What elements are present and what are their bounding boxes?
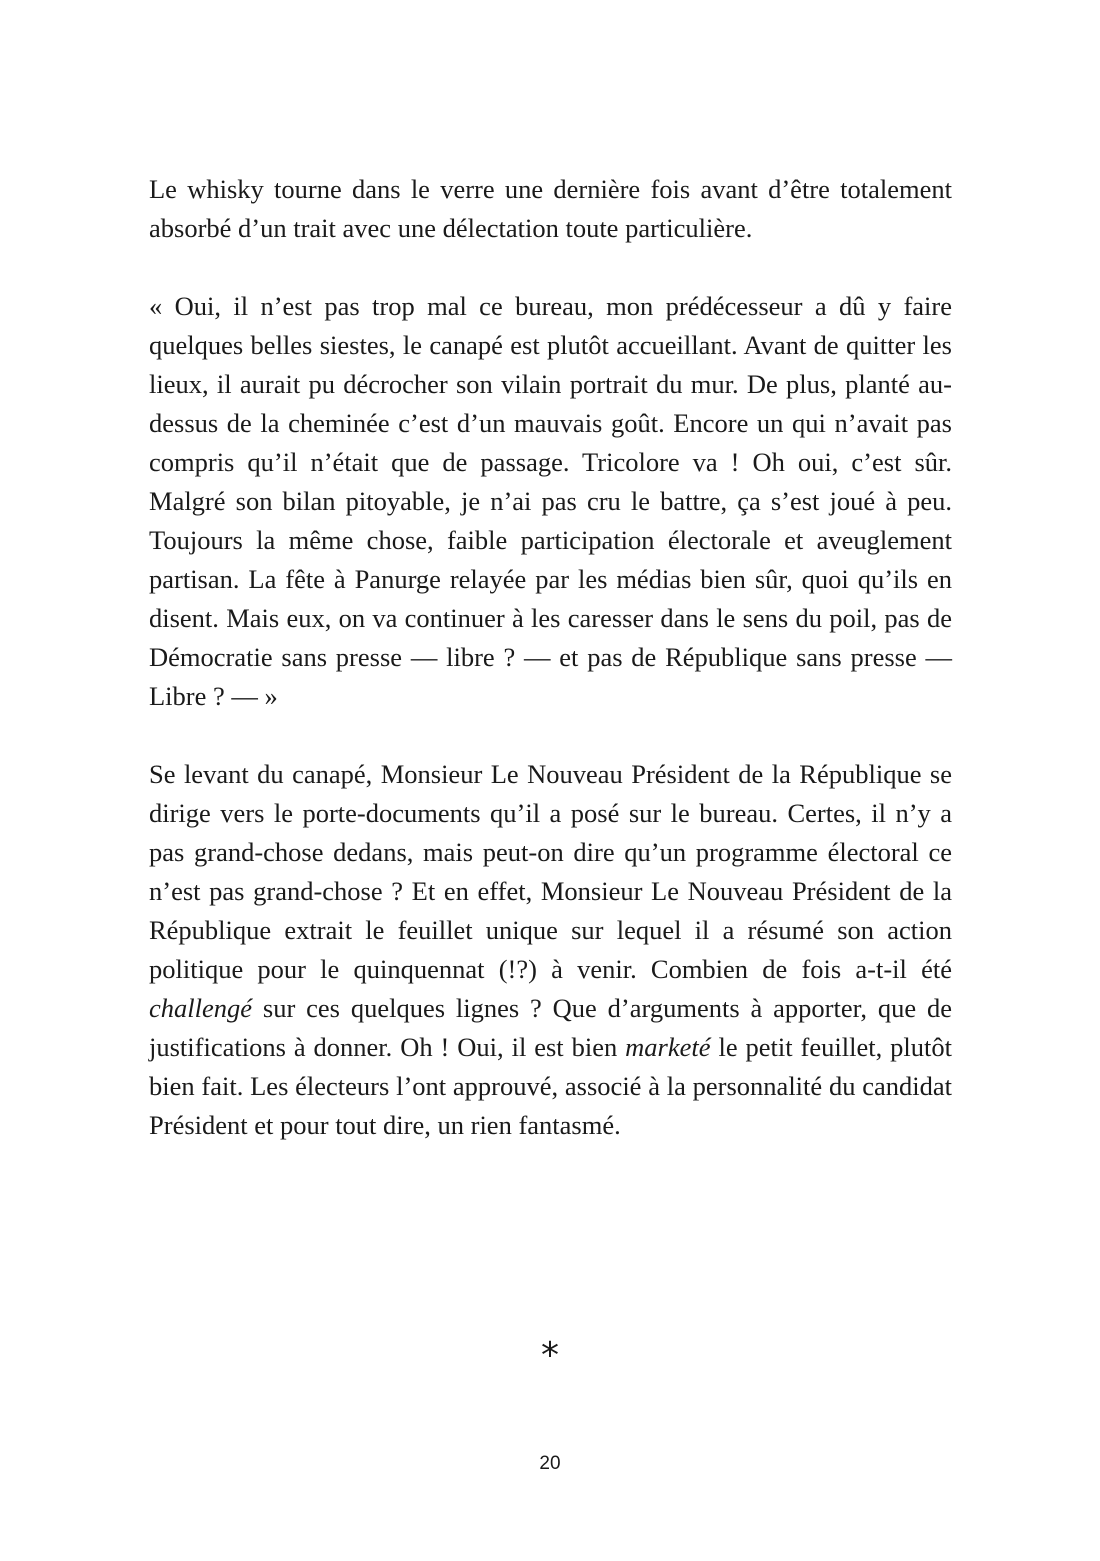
paragraph-2-text: « Oui, il n’est pas trop mal ce bureau, mon prédécesseur a dû y faire quelques belles siestes, le canapé est plutôt accueillant. Avant de quitter les lieux, il aurait pu décrocher son vilain portrait du mur. De plus, planté au-dessus de la cheminée c’est d’un mauvais goût. Encore un qui n’avait pas compris qu’il n’était que de passage. Tricolore va ! Oh oui, c’est sûr. Malgré son bilan pitoyable, je n’ai pas cru le battre, ça s’est joué à peu. Toujours la même chose, faible participation électorale et aveuglement partisan. La fête à Panurge relayée par les médias bien sûr, quoi qu’ils en disent. Mais eux, on va continuer à les caresser dans le sens du poil, pas de Démocratie sans presse — libre ? — et pas de République sans presse — Libre ? — » — [149, 291, 952, 711]
paragraph-1 — [149, 170, 952, 248]
body-text — [149, 170, 952, 1184]
paragraph-1-text: Le whisky tourne dans le verre une dernière fois avant d’être totalement absorbé d’un trait avec une délectation toute particulière. — [149, 174, 952, 243]
paragraph-3-text-part-3: le petit feuillet, plutôt bien fait. Les électeurs l’ont approuvé, associé à la personnalité du candidat Président et pour tout dire, un rien fantasmé. — [149, 1032, 952, 1140]
paragraph-2-quote — [149, 287, 952, 716]
italic-word-challenge: challengé — [149, 993, 253, 1023]
paragraph-3 — [149, 755, 952, 1145]
paragraph-3-text-part-2: sur ces quelques lignes ? Que d’arguments à apporter, que de justifications à donner. Oh ! Oui, il est bien — [149, 993, 952, 1062]
page-number: 20 — [539, 1453, 561, 1474]
paragraph-3-text-part-1: Se levant du canapé, Monsieur Le Nouveau Président de la République se dirige vers le porte-documents qu’il a posé sur le bureau. Certes, il n’y a pas grand-chose dedans, mais peut-on dire qu’un programme électoral ce n’est pas grand-chose ? Et en effet, Monsieur Le Nouveau Président de la République extrait le feuillet unique sur lequel il a résumé son action politique pour le quinquennat (!?) à venir. Combien de fois a-t-il été — [149, 759, 952, 984]
italic-word-markete: marketé — [625, 1032, 711, 1062]
section-separator-asterisk: * — [541, 1335, 559, 1376]
